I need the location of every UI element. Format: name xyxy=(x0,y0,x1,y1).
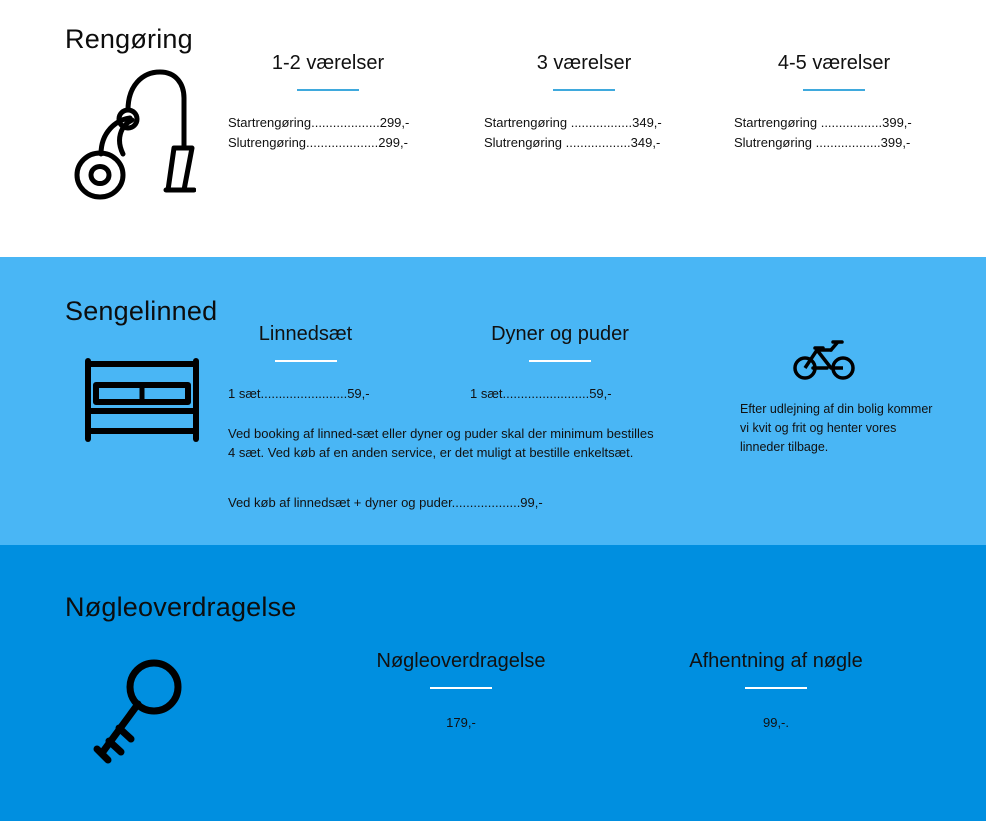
price-line: 1 sæt........................59,- xyxy=(228,386,370,401)
cleaning-column-1 xyxy=(228,52,428,153)
section-title-keys: Nøgleoverdragelse xyxy=(65,592,297,622)
bike-pickup-note: Efter udlejning af din bolig kommer vi kvit og frit og henter vores linneder tilbage. xyxy=(740,402,933,454)
linen-column-2 xyxy=(470,323,650,404)
price-line: 1 sæt........................59,- xyxy=(470,386,612,401)
cleaning-column-2-prices xyxy=(484,113,684,153)
keys-column-1-price: 179,- xyxy=(446,715,476,730)
key-icon xyxy=(90,655,194,776)
linen-column-2-prices xyxy=(470,384,650,404)
linen-column-1-prices xyxy=(228,384,383,404)
linen-column-1-title: Linnedsæt xyxy=(258,323,353,345)
price-line: Startrengøring .................349,- xyxy=(484,115,662,130)
divider-rule xyxy=(745,687,807,689)
price-line: Startrengøring...................299,- xyxy=(228,115,410,130)
keys-column-2-price: 99,-. xyxy=(762,715,789,730)
price-line: Startrengøring .................399,- xyxy=(734,115,912,130)
price-line: Slutrengøring....................299,- xyxy=(228,135,408,150)
cleaning-column-3-prices xyxy=(734,113,934,153)
linen-column-2-title: Dyner og puder xyxy=(491,323,629,345)
cleaning-column-1-prices xyxy=(228,113,428,153)
divider-rule xyxy=(275,360,337,362)
section-title-linen: Sengelinned xyxy=(65,296,218,326)
cleaning-column-2 xyxy=(484,52,684,153)
cleaning-column-1-title: 1-2 værelser xyxy=(271,52,385,74)
cleaning-column-3-title: 4-5 værelser xyxy=(777,52,891,74)
cleaning-column-2-title: 3 værelser xyxy=(536,52,632,74)
linen-booking-note: Ved booking af linned-sæt eller dyner og puder skal der minimum bestilles 4 sæt. Ved køb af en anden service, er det muligt at bestille enkeltsæt. xyxy=(228,426,654,460)
bed-icon xyxy=(82,355,202,450)
keys-column-1-title: Nøgleoverdragelse xyxy=(376,650,546,672)
vacuum-icon xyxy=(68,62,196,207)
divider-rule xyxy=(553,89,615,91)
keys-column-2 xyxy=(680,650,872,730)
linen-column-1 xyxy=(228,323,383,404)
linen-combo-price: Ved køb af linnedsæt + dyner og puder...................99,- xyxy=(228,495,543,510)
divider-rule xyxy=(297,89,359,91)
price-line: Slutrengøring ..................399,- xyxy=(734,135,911,150)
bicycle-icon xyxy=(793,338,855,385)
price-line: Slutrengøring ..................349,- xyxy=(484,135,661,150)
keys-column-2-title: Afhentning af nøgle xyxy=(689,650,863,672)
divider-rule xyxy=(803,89,865,91)
divider-rule xyxy=(430,687,492,689)
divider-rule xyxy=(529,360,591,362)
keys-column-1 xyxy=(365,650,557,730)
cleaning-column-3 xyxy=(734,52,934,153)
section-title-cleaning: Rengøring xyxy=(65,24,193,54)
